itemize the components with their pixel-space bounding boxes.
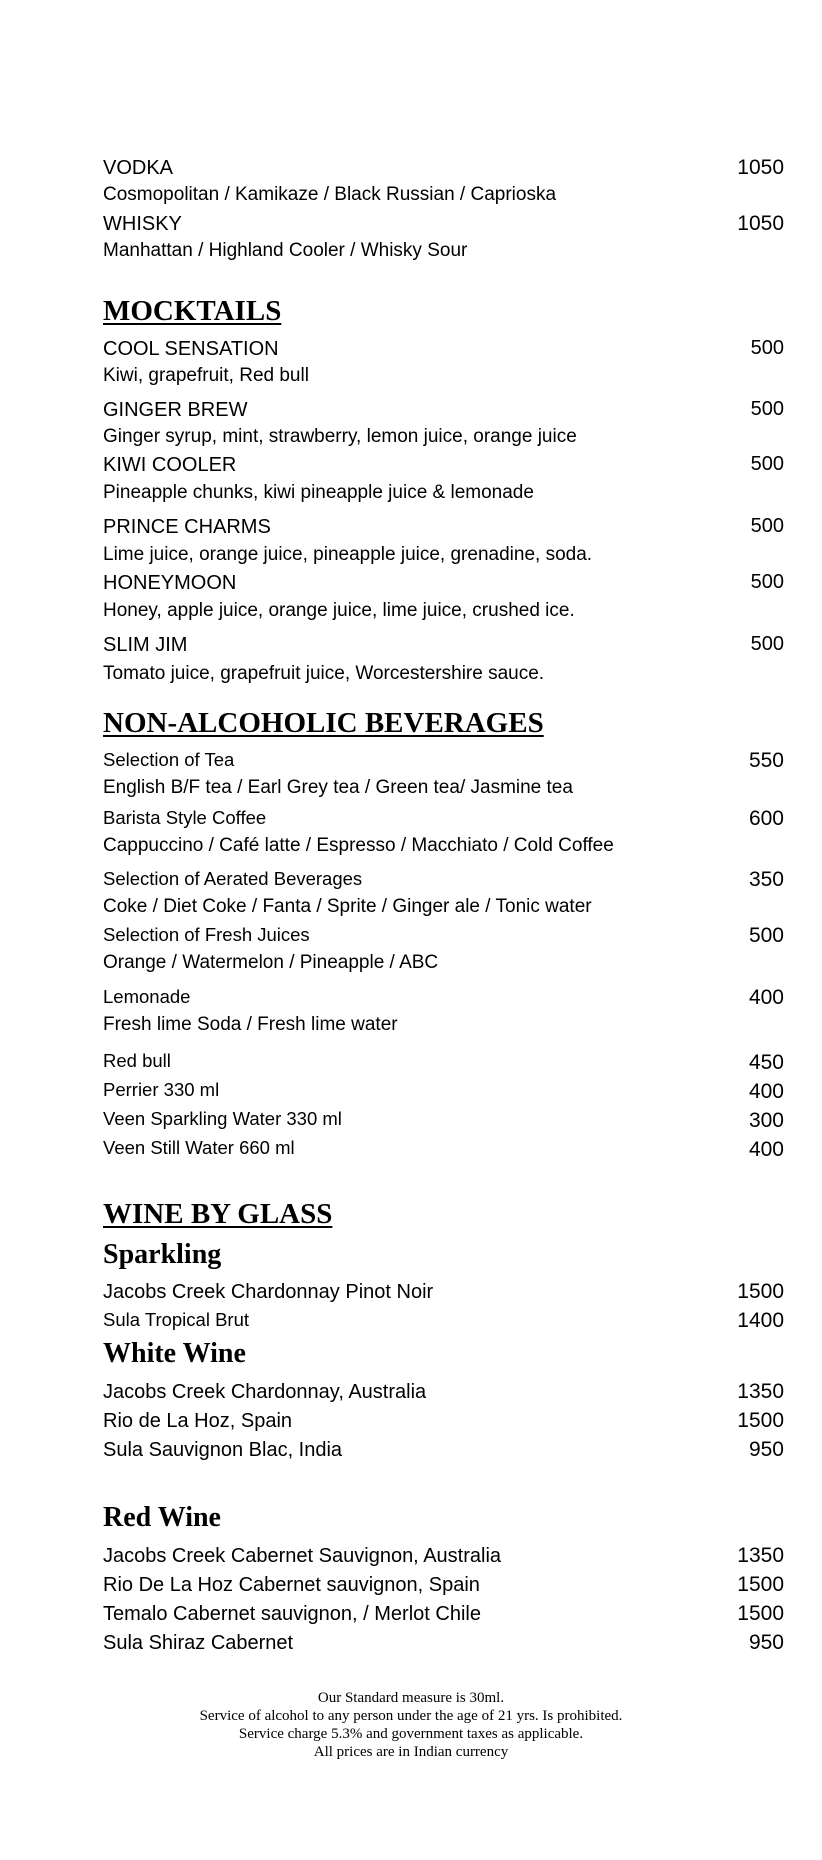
item-price: 500 xyxy=(750,453,784,475)
item-desc: Cappuccino / Café latte / Espresso / Macchiato / Cold Coffee xyxy=(103,835,614,856)
item-name: Selection of Tea xyxy=(103,749,235,770)
item-price: 950 xyxy=(748,1438,784,1461)
item-price: 600 xyxy=(748,807,784,830)
item-name: Sula Shiraz Cabernet xyxy=(103,1632,294,1654)
item-desc: Lime juice, orange juice, pineapple juice, grenadine, soda. xyxy=(103,544,593,565)
footer-line: All prices are in Indian currency xyxy=(313,1744,509,1760)
item-price: 400 xyxy=(748,986,784,1009)
footer-line: Service charge 5.3% and government taxes as applicable. xyxy=(238,1726,584,1742)
item-price: 1350 xyxy=(737,1544,784,1567)
item-desc: Tomato juice, grapefruit juice, Worcestershire sauce. xyxy=(103,663,545,684)
item-name: Barista Style Coffee xyxy=(103,807,267,828)
item-price: 1500 xyxy=(737,1573,784,1596)
section-heading-wine-by-glass: WINE BY GLASS xyxy=(103,1198,333,1230)
item-name: Veen Still Water 660 ml xyxy=(103,1137,295,1158)
item-price: 1500 xyxy=(737,1602,784,1625)
item-price: 500 xyxy=(750,633,784,655)
item-name-vodka: VODKA xyxy=(103,157,174,179)
item-price-whisky: 1050 xyxy=(737,212,784,235)
item-name: Red bull xyxy=(103,1050,171,1071)
item-name: HONEYMOON xyxy=(103,572,237,594)
item-name: Selection of Aerated Beverages xyxy=(103,868,363,889)
item-name: Selection of Fresh Juices xyxy=(103,924,310,945)
item-price: 400 xyxy=(748,1138,784,1161)
item-desc: Pineapple chunks, kiwi pineapple juice & lemonade xyxy=(103,482,534,503)
item-price: 350 xyxy=(748,868,784,891)
item-desc-vodka: Cosmopolitan / Kamikaze / Black Russian / Caprioska xyxy=(103,184,557,205)
item-price: 500 xyxy=(750,515,784,537)
item-price: 500 xyxy=(750,337,784,359)
item-name: Lemonade xyxy=(103,986,191,1007)
item-name: Sula Sauvignon Blac, India xyxy=(103,1439,343,1461)
footer-line: Service of alcohol to any person under the age of 21 yrs. Is prohibited. xyxy=(199,1708,623,1724)
item-price: 1350 xyxy=(737,1380,784,1403)
item-desc-whisky: Manhattan / Highland Cooler / Whisky Sour xyxy=(103,240,468,261)
item-name: Temalo Cabernet sauvignon, / Merlot Chile xyxy=(103,1603,481,1625)
item-price: 1400 xyxy=(737,1309,784,1332)
item-desc: Ginger syrup, mint, strawberry, lemon juice, orange juice xyxy=(103,426,577,447)
item-price: 1500 xyxy=(737,1409,784,1432)
item-name: Rio de La Hoz, Spain xyxy=(103,1410,293,1432)
item-name: Jacobs Creek Chardonnay, Australia xyxy=(103,1381,427,1403)
item-price: 450 xyxy=(748,1051,784,1074)
item-price: 950 xyxy=(748,1631,784,1654)
item-price: 500 xyxy=(750,398,784,420)
item-price: 500 xyxy=(748,924,784,947)
subsection-heading-sparkling: Sparkling xyxy=(103,1239,222,1270)
item-name: Rio De La Hoz Cabernet sauvignon, Spain xyxy=(103,1574,480,1596)
item-name: Veen Sparkling Water 330 ml xyxy=(103,1108,342,1129)
item-name: Jacobs Creek Chardonnay Pinot Noir xyxy=(103,1281,434,1303)
item-name: COOL SENSATION xyxy=(103,338,279,360)
item-price: 1500 xyxy=(737,1280,784,1303)
subsection-heading-red-wine: Red Wine xyxy=(103,1502,221,1533)
item-name: PRINCE CHARMS xyxy=(103,516,271,538)
item-name: GINGER BREW xyxy=(103,399,248,421)
item-desc: English B/F tea / Earl Grey tea / Green tea/ Jasmine tea xyxy=(103,777,573,798)
item-name: Perrier 330 ml xyxy=(103,1079,220,1100)
item-desc: Honey, apple juice, orange juice, lime juice, crushed ice. xyxy=(103,600,575,621)
item-price: 300 xyxy=(748,1109,784,1132)
item-name: Jacobs Creek Cabernet Sauvignon, Australia xyxy=(103,1545,502,1567)
item-price: 550 xyxy=(748,749,784,772)
item-desc: Coke / Diet Coke / Fanta / Sprite / Ginger ale / Tonic water xyxy=(103,896,592,917)
item-name: SLIM JIM xyxy=(103,634,188,656)
item-price: 500 xyxy=(750,571,784,593)
item-desc: Orange / Watermelon / Pineapple / ABC xyxy=(103,952,439,973)
item-desc: Fresh lime Soda / Fresh lime water xyxy=(103,1014,398,1035)
item-name-whisky: WHISKY xyxy=(103,213,182,235)
item-name: KIWI COOLER xyxy=(103,454,237,476)
section-heading-non-alcoholic: NON-ALCOHOLIC BEVERAGES xyxy=(103,707,544,739)
subsection-heading-white-wine: White Wine xyxy=(103,1338,246,1369)
item-price-vodka: 1050 xyxy=(737,156,784,179)
item-desc: Kiwi, grapefruit, Red bull xyxy=(103,365,309,386)
item-name: Sula Tropical Brut xyxy=(103,1309,250,1330)
item-price: 400 xyxy=(748,1080,784,1103)
section-heading-mocktails: MOCKTAILS xyxy=(103,295,282,327)
footer-line: Our Standard measure is 30ml. xyxy=(317,1690,505,1706)
